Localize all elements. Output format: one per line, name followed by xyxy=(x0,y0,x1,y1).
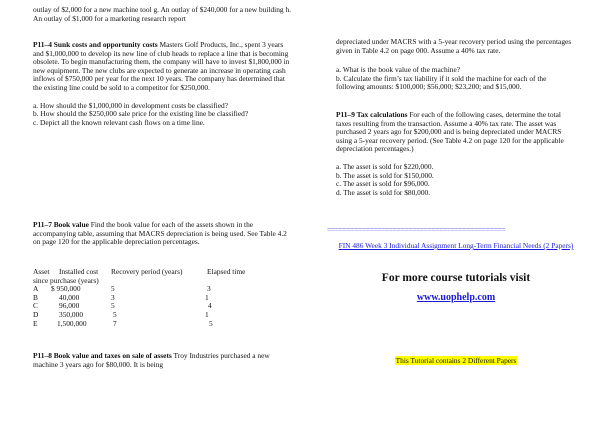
table-row xyxy=(33,320,295,329)
table-cell: 350,000 xyxy=(59,309,84,319)
right-intro-text: depreciated under MACRS with a 5-year recovery period using the percentages given in Table 4.2 on page 000. Assume a 40% tax rate. xyxy=(336,37,572,55)
table-cell: B xyxy=(33,292,38,302)
course-link-container xyxy=(336,242,576,251)
cta-heading: For more course tutorials visit xyxy=(381,272,531,284)
table-header-continued: since purchase (years) xyxy=(33,275,99,285)
intro-text: outlay of $2,000 for a new machine tool g. An outlay of $240,000 for a new building h. An outlay of $1,000 for a marketing research report xyxy=(33,5,292,23)
site-link[interactable]: www.uophelp.com xyxy=(416,292,496,303)
note-container xyxy=(336,357,576,366)
problem-p11-8-body: Troy Industries purchased a new machine 3 years ago for $80,000. It is being xyxy=(33,351,270,369)
table-cell: 1 xyxy=(205,309,209,319)
problem-p11-8 xyxy=(33,352,295,369)
problem-p11-9 xyxy=(336,111,576,197)
table-cell: A xyxy=(33,284,39,294)
case-d: d. The asset is sold for $80,000. xyxy=(336,187,431,197)
questions-p11-8 xyxy=(336,66,576,92)
problem-p11-8-text xyxy=(33,352,295,369)
asset-table xyxy=(33,268,295,328)
table-cell: 5 xyxy=(113,309,117,319)
table-cell: 40,000 xyxy=(59,292,80,302)
table-cell: D xyxy=(33,309,39,319)
problem-p11-7 xyxy=(33,221,295,247)
table-cell: 3 xyxy=(111,292,115,302)
table-cell: E xyxy=(33,318,38,328)
table-cell: 5 xyxy=(209,318,213,328)
table-cell: 1,500,000 xyxy=(57,318,87,328)
table-header-elapsed: Elapsed time xyxy=(207,267,246,276)
problem-p11-4 xyxy=(33,41,295,127)
highlight-note: This Tutorial contains 2 Different Papers xyxy=(395,356,517,365)
case-a: a. The asset is sold for $220,000. xyxy=(336,161,434,171)
problem-p11-7-title: P11–7 Book value xyxy=(33,220,89,229)
problem-p11-4-title: P11–4 Sunk costs and opportunity costs xyxy=(33,40,158,49)
problem-p11-4-body: Masters Golf Products, Inc., spent 3 years and $1,000,000 to develop its new line of club heads to replace a line that is becoming obsolete. To begin manufacturing them, the company will have to invest $1,800,000 in new equipment. The new clubs are expected to generate an increase in operating cash inflows of $750,000 per year for the next 10 years. The company has determined that the existing line could be sold to a competitor for $250,000. xyxy=(33,40,290,92)
question-a: a. How should the $1,000,000 in development costs be classified? xyxy=(33,100,228,110)
table-cell: 1 xyxy=(205,292,209,302)
table-header-cost: Installed cost xyxy=(59,267,99,276)
table-cell: 4 xyxy=(208,301,212,311)
question-b: b. How should the $250,000 sale price for the existing line be classified? xyxy=(33,109,249,119)
case-b: b. The asset is sold for $150,000. xyxy=(336,170,434,180)
table-cell: 7 xyxy=(113,318,117,328)
table-header-recovery: Recovery period (years) xyxy=(111,267,183,276)
problem-p11-8-title: P11–8 Book value and taxes on sale of assets xyxy=(33,351,172,360)
table-cell: 5 xyxy=(111,301,115,311)
course-link[interactable]: FIN 486 Week 3 Individual Assignment Long-Term Financial Needs (2 Papers) xyxy=(338,241,574,250)
problem-p11-7-body: Find the book value for each of the assets shown in the accompanying table, assuming that MACRS depreciation is being used. See Table 4.2 on page 120 for the applicable depreciation percentages. xyxy=(33,220,287,247)
question-c: c. Depict all the known relevant cash flows on a time line. xyxy=(33,117,205,127)
separator-line: ============================================== xyxy=(327,225,505,234)
problem-p11-9-body: For each of the following cases, determine the total taxes resulting from the transaction. Assume a 40% tax rate. The asset was purchased 2 years ago for $200,000 and is being depreciated under MACRS using a 5-year recovery period. (See Table 4.2 on page 120 for the applicable depreciation percentages.) xyxy=(336,110,564,154)
site-link-container xyxy=(336,292,576,304)
table-header-asset: Asset xyxy=(33,267,50,276)
cta-container xyxy=(336,272,576,285)
table-cell: C xyxy=(33,301,38,311)
problem-p11-7-text xyxy=(33,221,295,247)
question-a-book-value: a. What is the book value of the machine? xyxy=(336,65,461,74)
question-b-tax-liability: b. Calculate the firm’s tax liability if it sold the machine for each of the following amounts: $100,000; $56,000; $23,200; and $15,000. xyxy=(336,73,547,92)
problem-p11-9-title: P11–9 Tax calculations xyxy=(336,110,408,119)
problem-p11-4-text xyxy=(33,41,295,93)
table-cell: 5 xyxy=(111,284,115,294)
table-cell: $ 950,000 xyxy=(51,284,81,294)
table-cell: 3 xyxy=(207,284,211,294)
table-cell: 96,000 xyxy=(59,301,80,311)
case-c: c. The asset is sold for $96,000. xyxy=(336,179,430,189)
problem-p11-9-text xyxy=(336,111,576,154)
